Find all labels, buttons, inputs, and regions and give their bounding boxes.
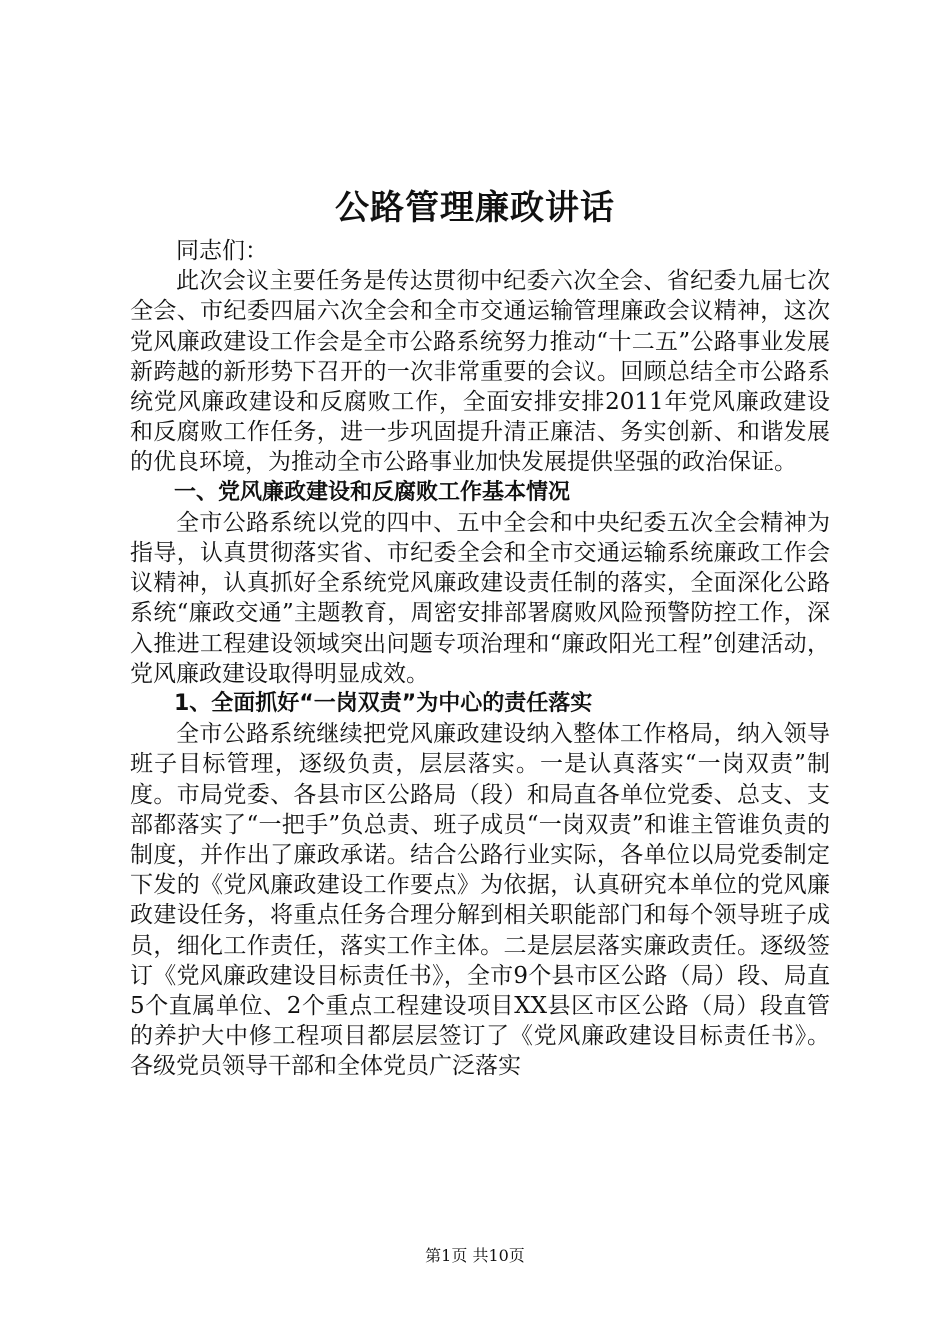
document-title: 公路管理廉政讲话 bbox=[335, 188, 615, 228]
paragraph-responsibility: 全市公路系统继续把党风廉政建设纳入整体工作格局，纳入领导班子目标管理，逐级负责，层层落实。一是认真落实“一岗双责”制度。市局党委、各县市区公路局（段）和局直各单位党委、总支、支部都落实了“一把手”负总责、班子成员“一岗双责”和谁主管谁负责的制度，并作出了廉政承诺。结合公路行业实际，各单位以局党委制定下发的《党风廉政建设工作要点》为依据，认真研究本单位的党风廉政建设任务，将重点任务合理分解到相关职能部门和每个领导班子成员，细化工作责任，落实工作主体。二是层层落实廉政责任。逐级签订《党风廉政建设目标责任书》，全市9个县市区公路（局）段、局直5个直属单位、2个重点工程建设项目XX县区市区公路（局）段直管的养护大中修工程项目都层层签订了《党风廉政建设目标责任书》。各级党员领导干部和全体党员广泛落实 bbox=[130, 721, 830, 1080]
document-body bbox=[130, 236, 830, 1082]
section-heading-1: 一、党风廉政建设和反腐败工作基本情况 bbox=[174, 479, 571, 505]
paragraph-basic-situation: 全市公路系统以党的四中、五中全会和中央纪委五次全会精神为指导，认真贯彻落实省、市纪委全会和全市交通运输系统廉政工作会议精神，认真抓好全系统党风廉政建设责任制的落实，全面深化公路系统“廉政交通”主题教育，周密安排部署腐败风险预警防控工作，深入推进工程建设领域突出问题专项治理和“廉政阳光工程”创建活动，党风廉政建设取得明显成效。 bbox=[130, 509, 830, 687]
page-footer: 第1页 共10页 bbox=[425, 1246, 525, 1265]
subsection-heading-1: 1、全面抓好“一岗双责”为中心的责任落实 bbox=[174, 691, 593, 717]
salutation: 同志们： bbox=[176, 238, 268, 264]
paragraph-intro: 此次会议主要任务是传达贯彻中纪委六次全会、省纪委九届七次全会、市纪委四届六次全会和全市交通运输管理廉政会议精神，这次党风廉政建设工作会是全市公路系统努力推动“十二五”公路事业发展新跨越的新形势下召开的一次非常重要的会议。回顾总结全市公路系统党风廉政建设和反腐败工作，全面安排安排2011年党风廉政建设和反腐败工作任务，进一步巩固提升清正廉洁、务实创新、和谐发展的优良环境，为推动全市公路事业加快发展提供坚强的政治保证。 bbox=[130, 268, 830, 476]
